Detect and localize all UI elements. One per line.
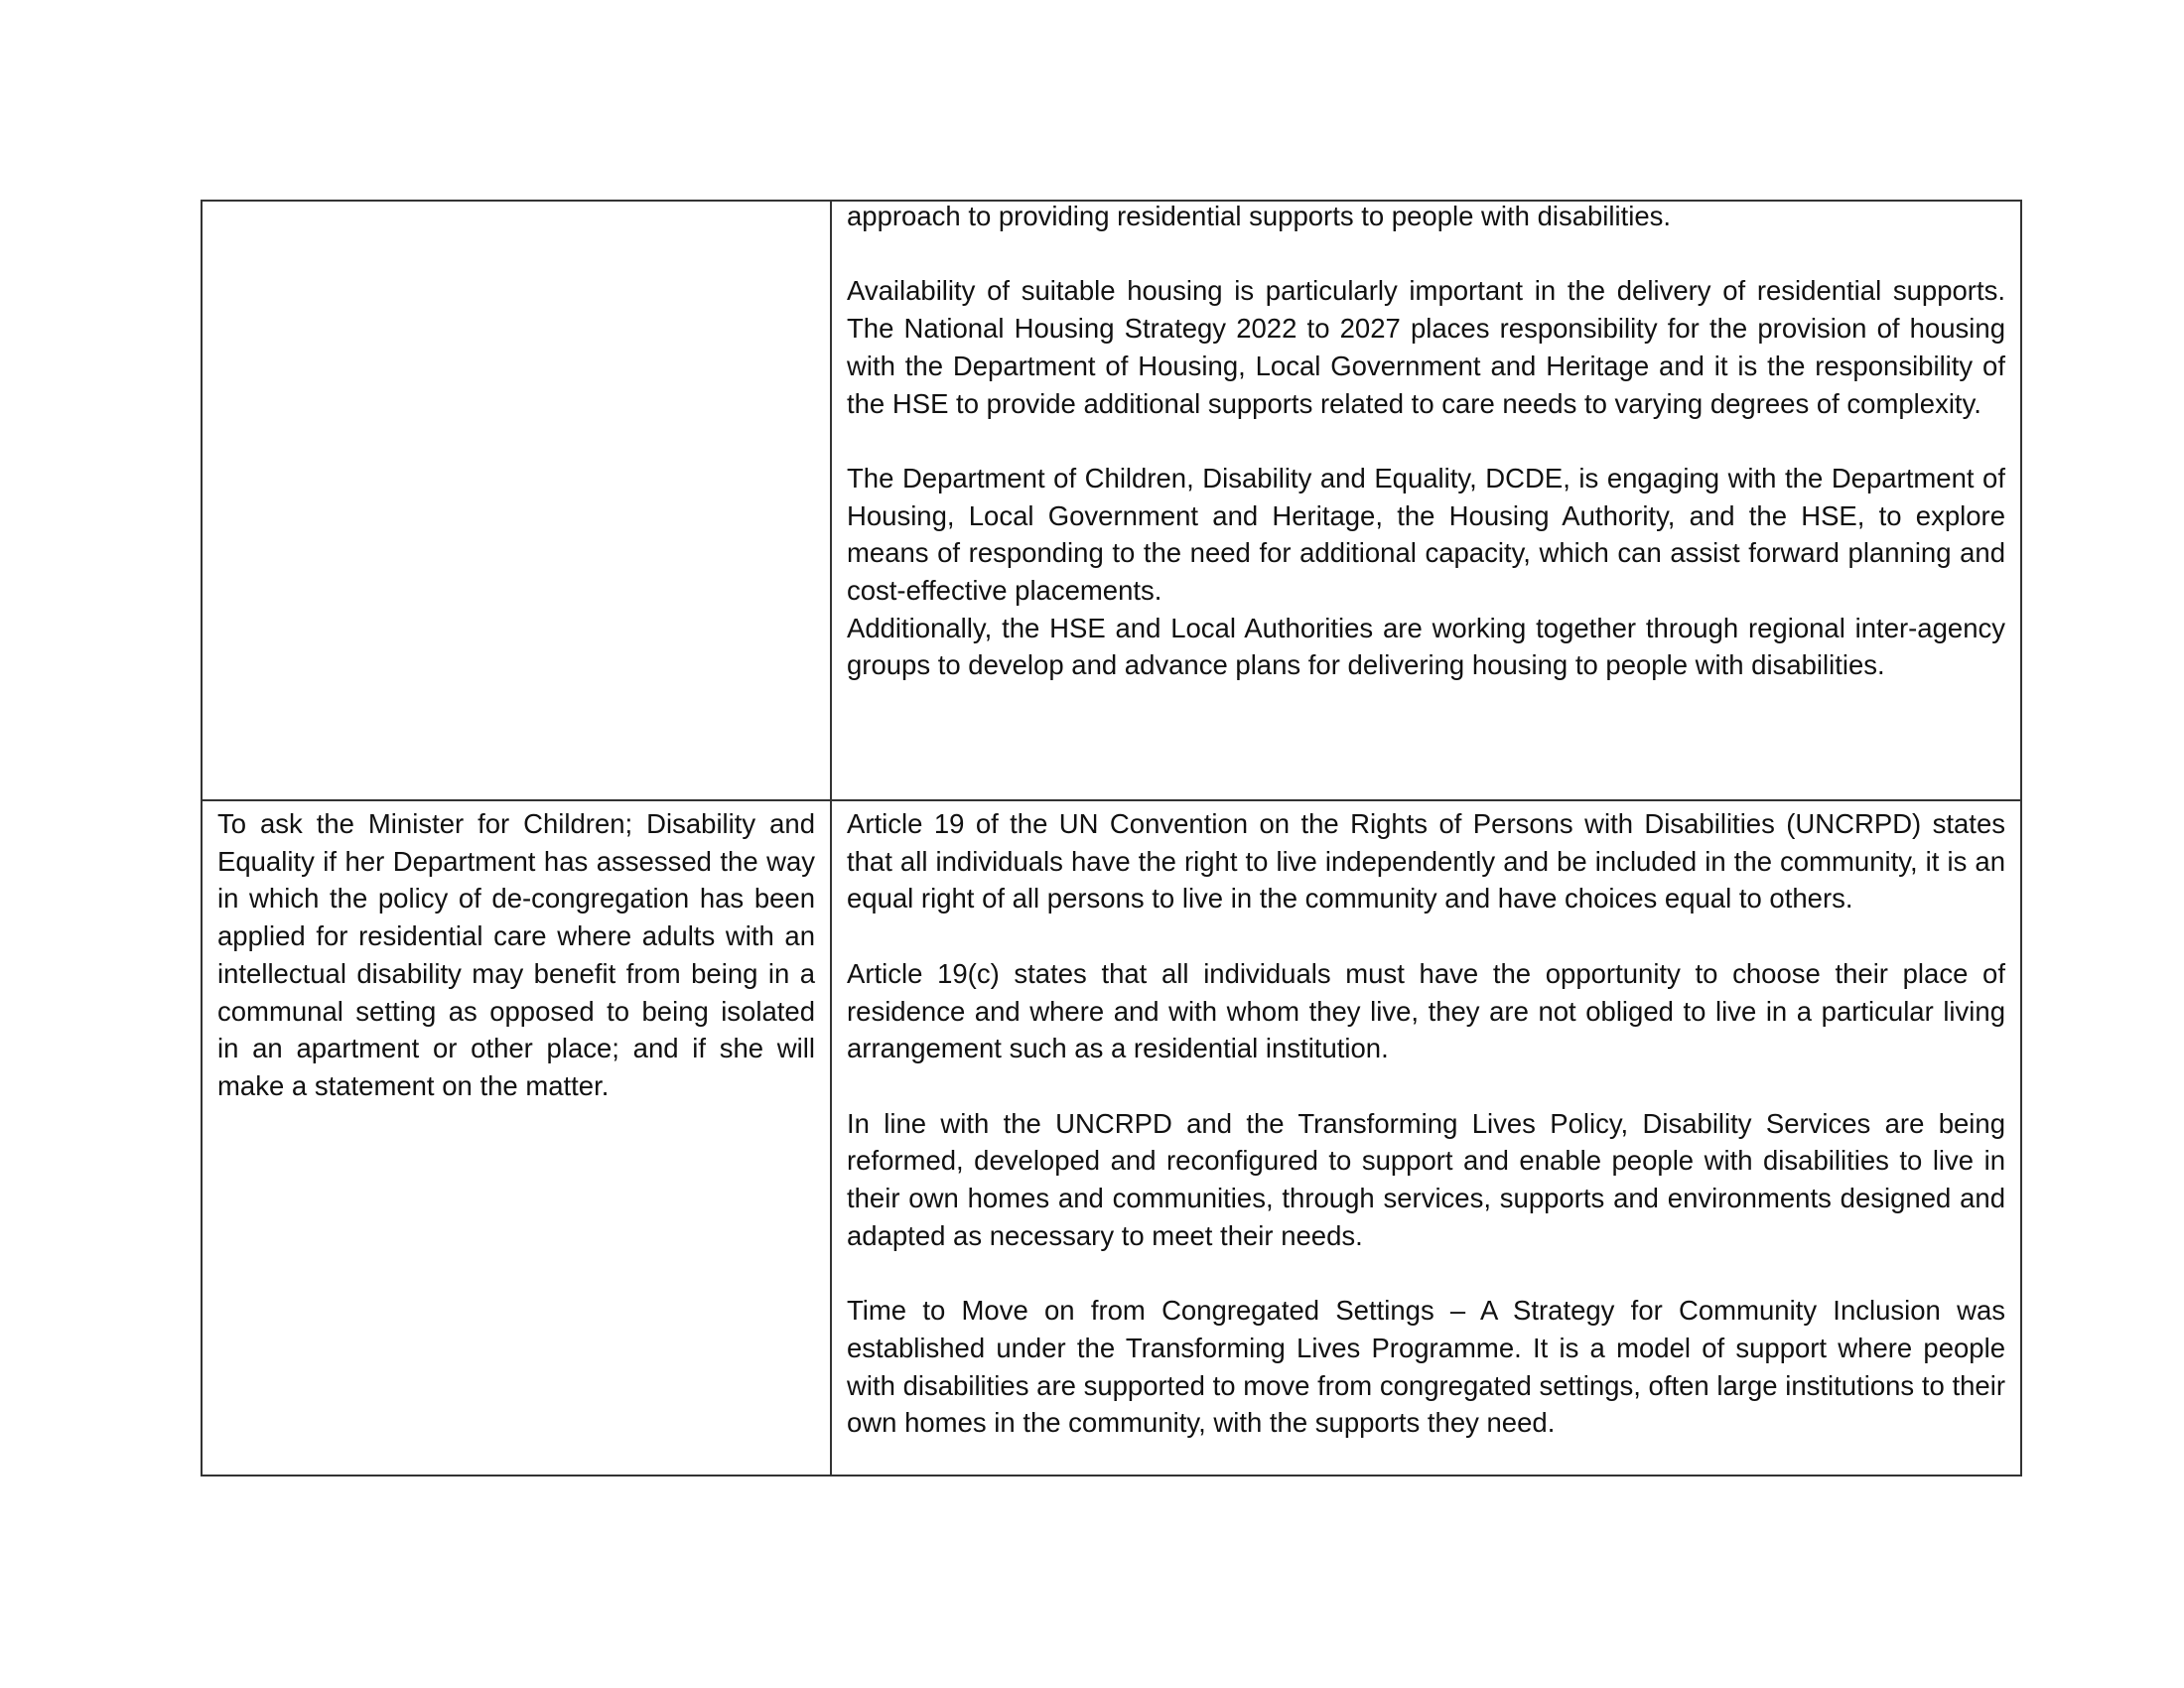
answer-paragraph: Article 19 of the UN Convention on the Rights of Persons with Disabilities (UNCRPD) states that all individuals have the right to live independently and be included in the community, it is an equal right of all persons to live in the community and have choices equal to others. [847, 808, 2005, 914]
question-cell [202, 800, 831, 1476]
answer-paragraph: Additionally, the HSE and Local Authorities are working together through regional inter-agency groups to develop and advance plans for delivering housing to people with disabilities. [847, 612, 2005, 681]
question-cell [202, 201, 831, 800]
answer-paragraph: Article 19(c) states that all individuals must have the opportunity to choose their place of residence and where and with whom they live, they are not obliged to live in a particular living arrangement such as a residential institution. [847, 957, 2005, 1064]
answer-paragraph: The Department of Children, Disability and Equality, DCDE, is engaging with the Department of Housing, Local Government and Heritage, the Housing Authority, and the HSE, to explore means of responding to the need for additional capacity, which can assist forward planning and cost-effective placements. [847, 462, 2005, 606]
table-row [202, 800, 2021, 1476]
answer-paragraph: In line with the UNCRPD and the Transforming Lives Policy, Disability Services are being reformed, developed and reconfigured to support and enable people with disabilities to live in their own homes and communities, through services, supports and environments designed and adapted as necessary to meet their needs. [847, 1107, 2005, 1251]
answer-cell [831, 201, 2021, 800]
answer-paragraph: approach to providing residential supports to people with disabilities. [847, 201, 1672, 231]
answer-paragraph: Time to Move on from Congregated Settings – A Strategy for Community Inclusion was established under the Transforming Lives Programme. It is a model of support where people with disabilities are supported to move from congregated settings, often large institutions to their own homes in the community, with the supports they need. [847, 1295, 2005, 1439]
question-text: To ask the Minister for Children; Disability and Equality if her Department has assessed the way in which the policy of de-congregation has been applied for residential care where adults with an intellectual disability may benefit from being in a communal setting as opposed to being isolated in an apartment or other place; and if she will make a statement on the matter. [217, 808, 815, 1101]
answer-cell [831, 800, 2021, 1476]
parliamentary-question-table [201, 200, 2022, 1477]
table-row [202, 201, 2021, 800]
answer-paragraph: Availability of suitable housing is particularly important in the delivery of residential supports. The National Housing Strategy 2022 to 2027 places responsibility for the provision of housing with the Department of Housing, Local Government and Heritage and it is the responsibility of the HSE to provide additional supports related to care needs to varying degrees of complexity. [847, 275, 2005, 419]
